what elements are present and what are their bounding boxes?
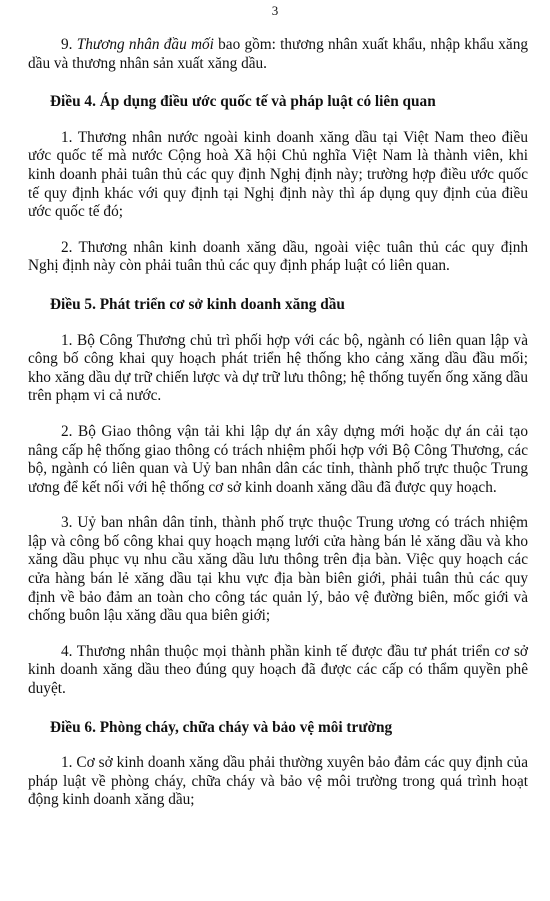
spacer: [28, 626, 528, 643]
spacer: [28, 315, 528, 332]
defined-term: Thương nhân đầu mối: [76, 36, 214, 53]
article-4-clause-1: 1. Thương nhân nước ngoài kinh doanh xăng dầu tại Việt Nam theo điều ước quốc tế mà nước Cộng hoà Xã hội Chủ nghĩa Việt Nam là thành viên, khi kinh doanh phải tuân thủ các quy định Nghị định này; trường hợp điều ước quốc tế quy định khác với quy định tại Nghị định này thì áp dụng quy định của điều ước quốc tế đó;: [28, 128, 528, 221]
article-4-heading: Điều 4. Áp dụng điều ước quốc tế và pháp luật có liên quan: [50, 93, 436, 111]
article-5-clause-1: 1. Bộ Công Thương chủ trì phối hợp với các bộ, ngành có liên quan lập và công bố công khai quy hoạch phát triển hệ thống kho cảng xăng dầu đầu mối; kho xăng dầu dự trữ chiến lược và dự trữ lưu thông; hệ thống tuyến ống xăng dầu trên phạm vi cả nước.: [28, 331, 528, 405]
spacer: [28, 699, 528, 719]
page-number: 3: [271, 3, 279, 18]
spacer: [28, 276, 528, 296]
spacer: [28, 737, 528, 754]
article-6-heading: Điều 6. Phòng cháy, chữa cháy và bảo vệ môi trường: [50, 718, 393, 736]
spacer: [28, 222, 528, 239]
article-5-heading: Điều 5. Phát triển cơ sở kinh doanh xăng dầu: [50, 295, 345, 313]
article-5-clause-3: 3. Uỷ ban nhân dân tỉnh, thành phố trực thuộc Trung ương có trách nhiệm lập và công bố công khai quy hoạch mạng lưới cửa hàng bán lẻ xăng dầu và kho xăng dầu phục vụ nhu cầu xăng dầu lưu thông trên địa bàn. Việc quy hoạch các cửa hàng bán lẻ xăng dầu tại khu vực địa bàn biên giới, phải tuân thủ các quy định về bảo đảm an toàn cho công tác quản lý, bảo vệ đường biên, mốc giới và chống buôn lậu xăng dầu qua biên giới;: [28, 514, 528, 625]
article-6-clause-1: 1. Cơ sở kinh doanh xăng dầu phải thường xuyên bảo đảm các quy định của pháp luật về phòng cháy, chữa cháy và bảo vệ môi trường trong quá trình hoạt động kinh doanh xăng dầu;: [28, 754, 528, 809]
definition-number: 9.: [61, 36, 73, 53]
spacer: [28, 406, 528, 423]
spacer: [28, 73, 528, 93]
article-5-clause-2: 2. Bộ Giao thông vận tải khi lập dự án xây dựng mới hoặc dự án cải tạo nâng cấp hệ thống giao thông có trách nhiệm phối hợp với Bộ Công Thương, các bộ, ngành có liên quan và Uỷ ban nhân dân các tỉnh, thành phố trực thuộc Trung ương để kết nối với hệ thống cơ sở kinh doanh xăng dầu đã được quy hoạch.: [28, 422, 528, 496]
definition-text: bao gồm: thương nhân xuất khẩu, nhập khẩu xăng dầu và thương nhân sản xuất xăng dầu.: [28, 36, 529, 72]
article-4-clause-2: 2. Thương nhân kinh doanh xăng dầu, ngoài việc tuân thủ các quy định Nghị định này còn phải tuân thủ các quy định pháp luật có liên quan.: [28, 238, 528, 275]
article-5-clause-4: 4. Thương nhân thuộc mọi thành phần kinh tế được đầu tư phát triển cơ sở kinh doanh xăng dầu theo đúng quy hoạch đã được các cấp có thẩm quyền phê duyệt.: [28, 642, 528, 698]
spacer: [28, 497, 528, 514]
document-body: [28, 36, 528, 810]
definition-paragraph-9: [28, 36, 528, 73]
spacer: [28, 112, 528, 129]
